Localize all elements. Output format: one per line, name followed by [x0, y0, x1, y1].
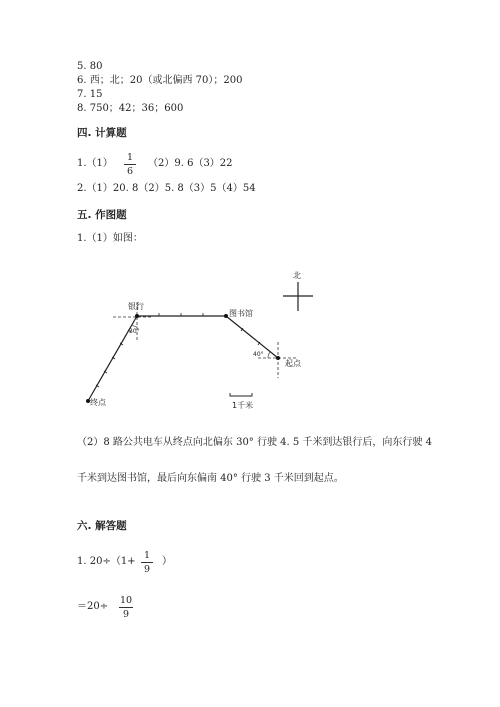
angle-40-arc	[268, 352, 270, 358]
start-label: 起点	[285, 359, 301, 368]
drawing-q2-line2: 千米到达图书馆，最后向东偏南 40° 行驶 3 千米回到起点。	[77, 473, 344, 484]
calc-q1-rest: （2）9. 6（3）22	[148, 158, 233, 169]
end-label: 终点	[90, 398, 106, 407]
fraction-bar	[119, 607, 133, 608]
section-heading-calculation: 四. 计算题	[77, 127, 127, 139]
fraction-numerator: 10	[119, 595, 133, 606]
word-q1-fraction	[141, 550, 153, 575]
drawing-q1: 1.（1）如图：	[77, 233, 143, 244]
answer-6: 6. 西；北；20（或北偏西 70）；200	[77, 75, 243, 86]
angle-40-label: 40°	[253, 351, 264, 358]
scale-label: 1千米	[232, 401, 254, 410]
fraction-bar	[141, 562, 153, 563]
fraction-denominator: 9	[122, 609, 130, 620]
word-q1-close: ）	[162, 556, 172, 567]
start-point	[276, 356, 280, 360]
answer-8: 8. 750；42；36；600	[77, 103, 184, 114]
fraction-denominator: 9	[143, 564, 151, 575]
calc-q1-prefix: 1.（1）	[77, 158, 113, 169]
section-heading-word-problems: 六. 解答题	[77, 520, 127, 532]
answer-7: 7. 15	[77, 89, 103, 100]
answer-5: 5. 80	[77, 61, 103, 72]
drawing-q2-line1: （2）8 路公共电车从终点向北偏东 30° 行驶 4. 5 千米到达银行后，向东行驶 4	[77, 437, 432, 448]
route-library-to-start	[226, 316, 278, 358]
fraction-denominator: 6	[126, 166, 134, 177]
bank-point	[135, 314, 139, 318]
library-point	[224, 314, 228, 318]
angle-30-arc	[132, 325, 137, 327]
fraction-numerator: 1	[143, 550, 151, 561]
word-eq-fraction	[119, 595, 133, 620]
angle-30-label: 30°	[129, 328, 140, 335]
north-label: 北	[293, 271, 301, 280]
word-eq-prefix: ＝20÷	[77, 601, 109, 612]
fraction-numerator: 1	[126, 152, 134, 163]
bank-label: 银行	[128, 302, 144, 311]
section-heading-drawing: 五. 作图题	[77, 209, 127, 221]
library-label: 图书馆	[229, 309, 253, 318]
calc-q2: 2.（1）20. 8（2）5. 8（3）5（4）54	[77, 183, 256, 194]
scale-bar	[230, 393, 252, 396]
word-q1-prefix: 1. 20÷（1+	[77, 556, 136, 567]
